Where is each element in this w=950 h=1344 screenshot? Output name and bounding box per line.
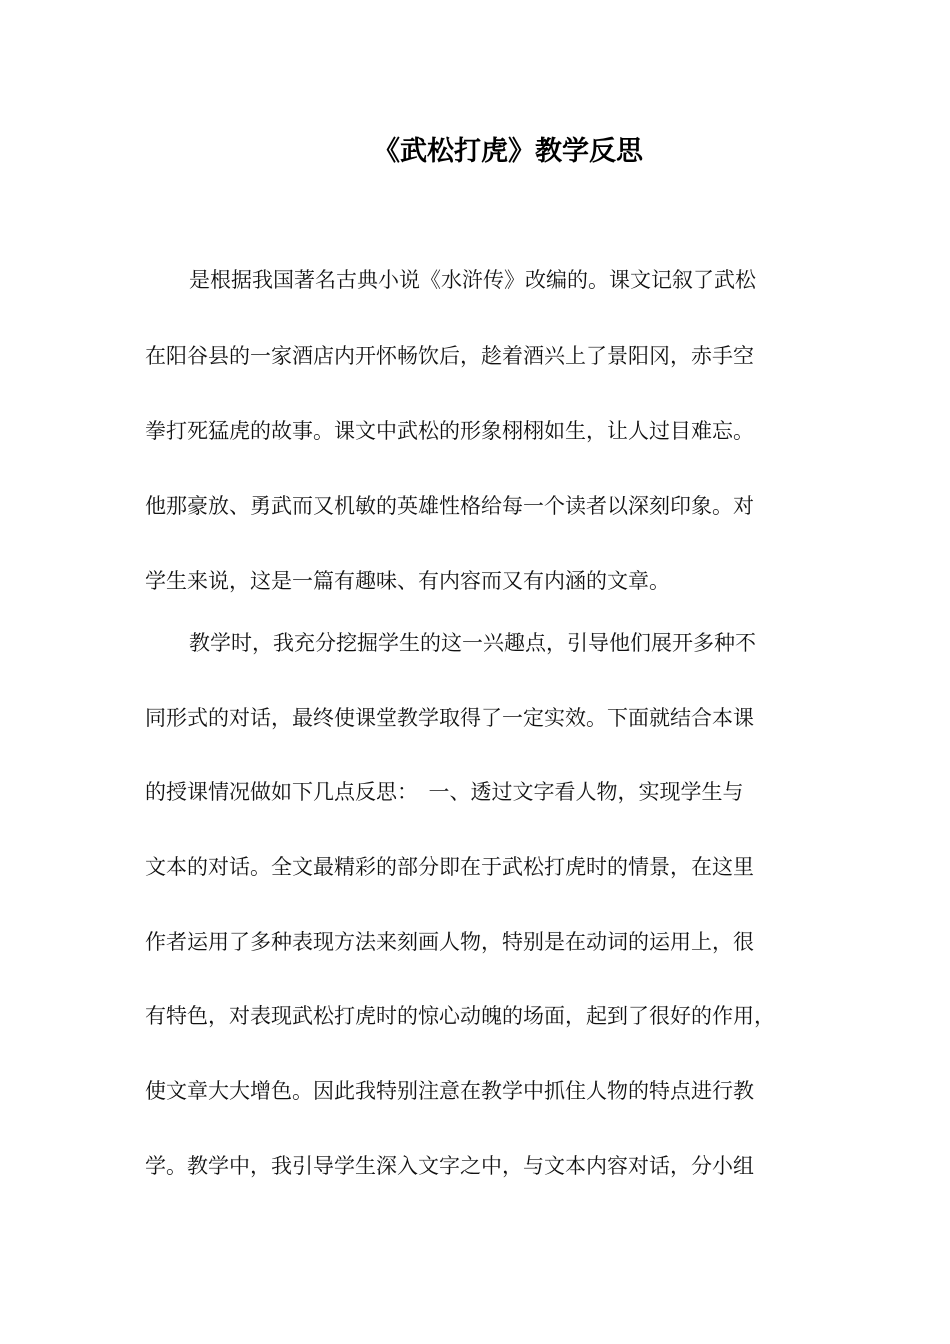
paragraph-line: 在阳谷县的一家酒店内开怀畅饮后，趁着酒兴上了景阳冈，赤手空 bbox=[145, 344, 754, 368]
paragraph-line: 他那豪放、勇武而又机敏的英雄性格给每一个读者以深刻印象。对 bbox=[145, 494, 754, 518]
paragraph-line: 有特色，对表现武松打虎时的惊心动魄的场面，起到了很好的作用， bbox=[145, 1004, 775, 1028]
paragraph-line: 的授课情况做如下几点反思： 一、透过文字看人物，实现学生与 bbox=[145, 780, 744, 804]
paragraph-line: 教学时，我充分挖掘学生的这一兴趣点，引导他们展开多种不 bbox=[189, 631, 756, 655]
paragraph-line: 作者运用了多种表现方法来刻画人物，特别是在动词的运用上，很 bbox=[145, 930, 754, 954]
paragraph-line: 文本的对话。全文最精彩的部分即在于武松打虎时的情景，在这里 bbox=[145, 855, 754, 879]
paragraph-line: 学。教学中，我引导学生深入文字之中，与文本内容对话，分小组 bbox=[145, 1154, 754, 1178]
paragraph-line: 学生来说，这是一篇有趣味、有内容而又有内涵的文章。 bbox=[145, 569, 670, 593]
paragraph-line: 是根据我国著名古典小说《水浒传》改编的。课文记叙了武松 bbox=[189, 268, 756, 292]
paragraph-line: 同形式的对话，最终使课堂教学取得了一定实效。下面就结合本课 bbox=[145, 706, 754, 730]
paragraph-line: 拳打死猛虎的故事。课文中武松的形象栩栩如生，让人过目难忘。 bbox=[145, 419, 754, 443]
document-title: 《武松打虎》教学反思 bbox=[373, 136, 643, 167]
paragraph-line: 使文章大大增色。因此我特别注意在教学中抓住人物的特点进行教 bbox=[145, 1079, 754, 1103]
